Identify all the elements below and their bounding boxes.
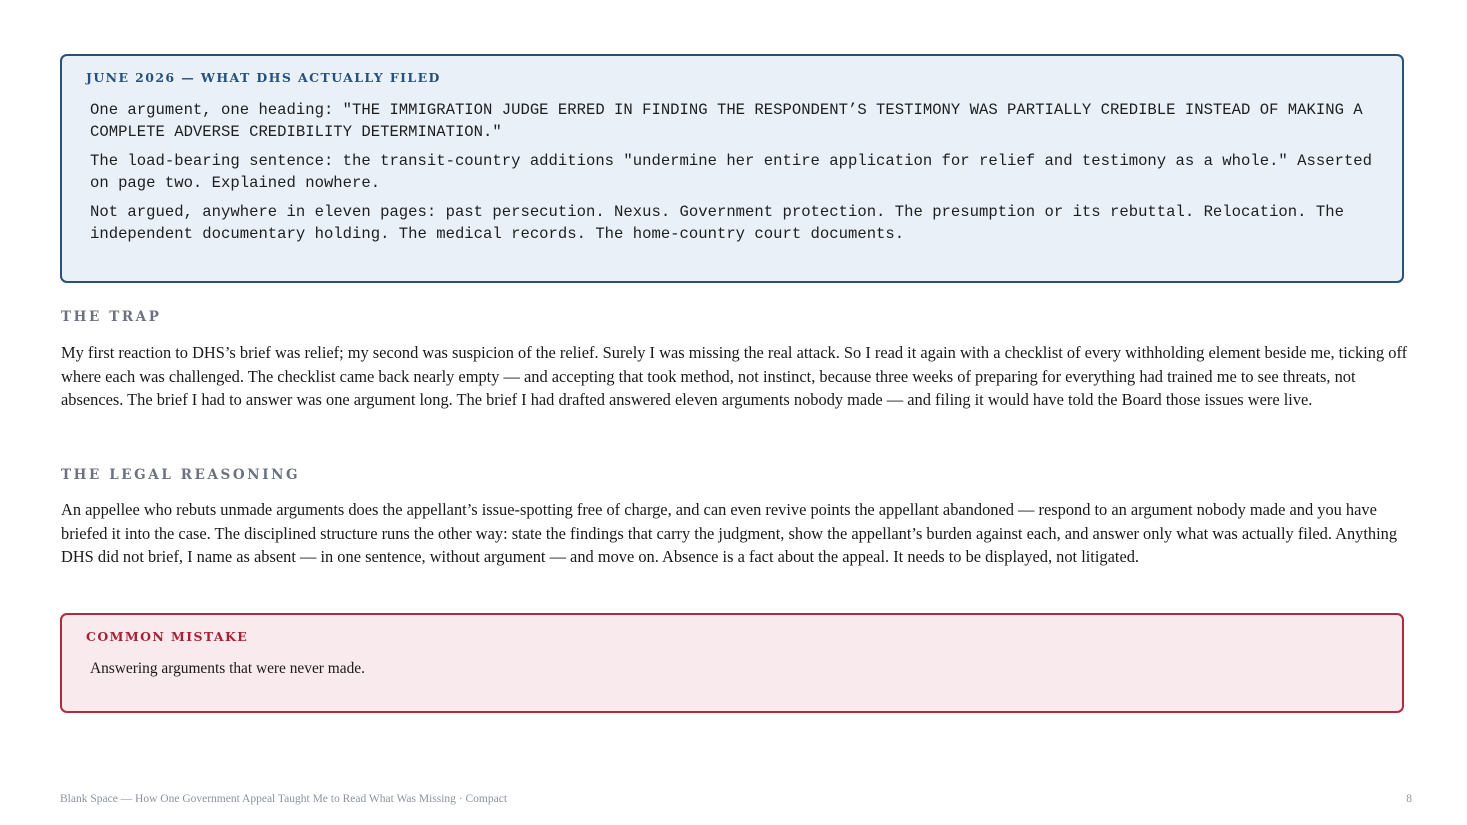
common-mistake-callout-box <box>60 613 1404 713</box>
filed-callout-paragraph-1: One argument, one heading: "THE IMMIGRATION JUDGE ERRED IN FINDING THE RESPONDENT’S TESTIMONY WAS PARTIALLY CREDIBLE INSTEAD OF MAKING A COMPLETE ADVERSE CREDIBILITY DETERMINATION." <box>90 101 1363 141</box>
page-number: 8 <box>1406 793 1412 805</box>
trap-section-body: My first reaction to DHS’s brief was relief; my second was suspicion of the relief. Surely I was missing the real attack. So I read it again with a checklist of every withholding element beside me, ticking off where each was challenged. The checklist came back nearly empty — and accepting that took method, not instinct, because three weeks of preparing for everything had trained me to see threats, not absences. The brief I had to answer was one argument long. The brief I had drafted answered eleven arguments nobody made — and filing it would have told the Board those issues were live. <box>61 343 1408 410</box>
footer-title: Blank Space — How One Government Appeal Taught Me to Read What Was Missing · Compact <box>60 793 508 805</box>
common-mistake-text: Answering arguments that were never made. <box>90 660 365 677</box>
legal-reasoning-section-body: An appellee who rebuts unmade arguments does the appellant’s issue-spotting free of charge, and can even revive points the appellant abandoned — respond to an argument nobody made and you have briefed it into the case. The disciplined structure runs the other way: state the findings that carry the judgment, show the appellant’s burden against each, and answer only what was actually filed. Anything DHS did not brief, I name as absent — in one sentence, without argument — and move on. Absence is a fact about the appeal. It needs to be displayed, not litigated. <box>61 500 1398 567</box>
common-mistake-heading: COMMON MISTAKE <box>86 629 249 644</box>
filed-callout-paragraph-3: Not argued, anywhere in eleven pages: past persecution. Nexus. Government protection. The presumption or its rebuttal. Relocation. The independent documentary holding. The medical records. The home-country court documents. <box>90 203 1344 243</box>
trap-section-heading: THE TRAP <box>61 309 162 325</box>
filed-callout-paragraph-2: The load-bearing sentence: the transit-country additions "undermine her entire application for relief and testimony as a whole." Asserted on page two. Explained nowhere. <box>90 152 1373 192</box>
legal-reasoning-section-heading: THE LEGAL REASONING <box>61 467 301 483</box>
filed-callout-box <box>60 54 1404 283</box>
filed-callout-heading: JUNE 2026 — WHAT DHS ACTUALLY FILED <box>86 70 441 85</box>
